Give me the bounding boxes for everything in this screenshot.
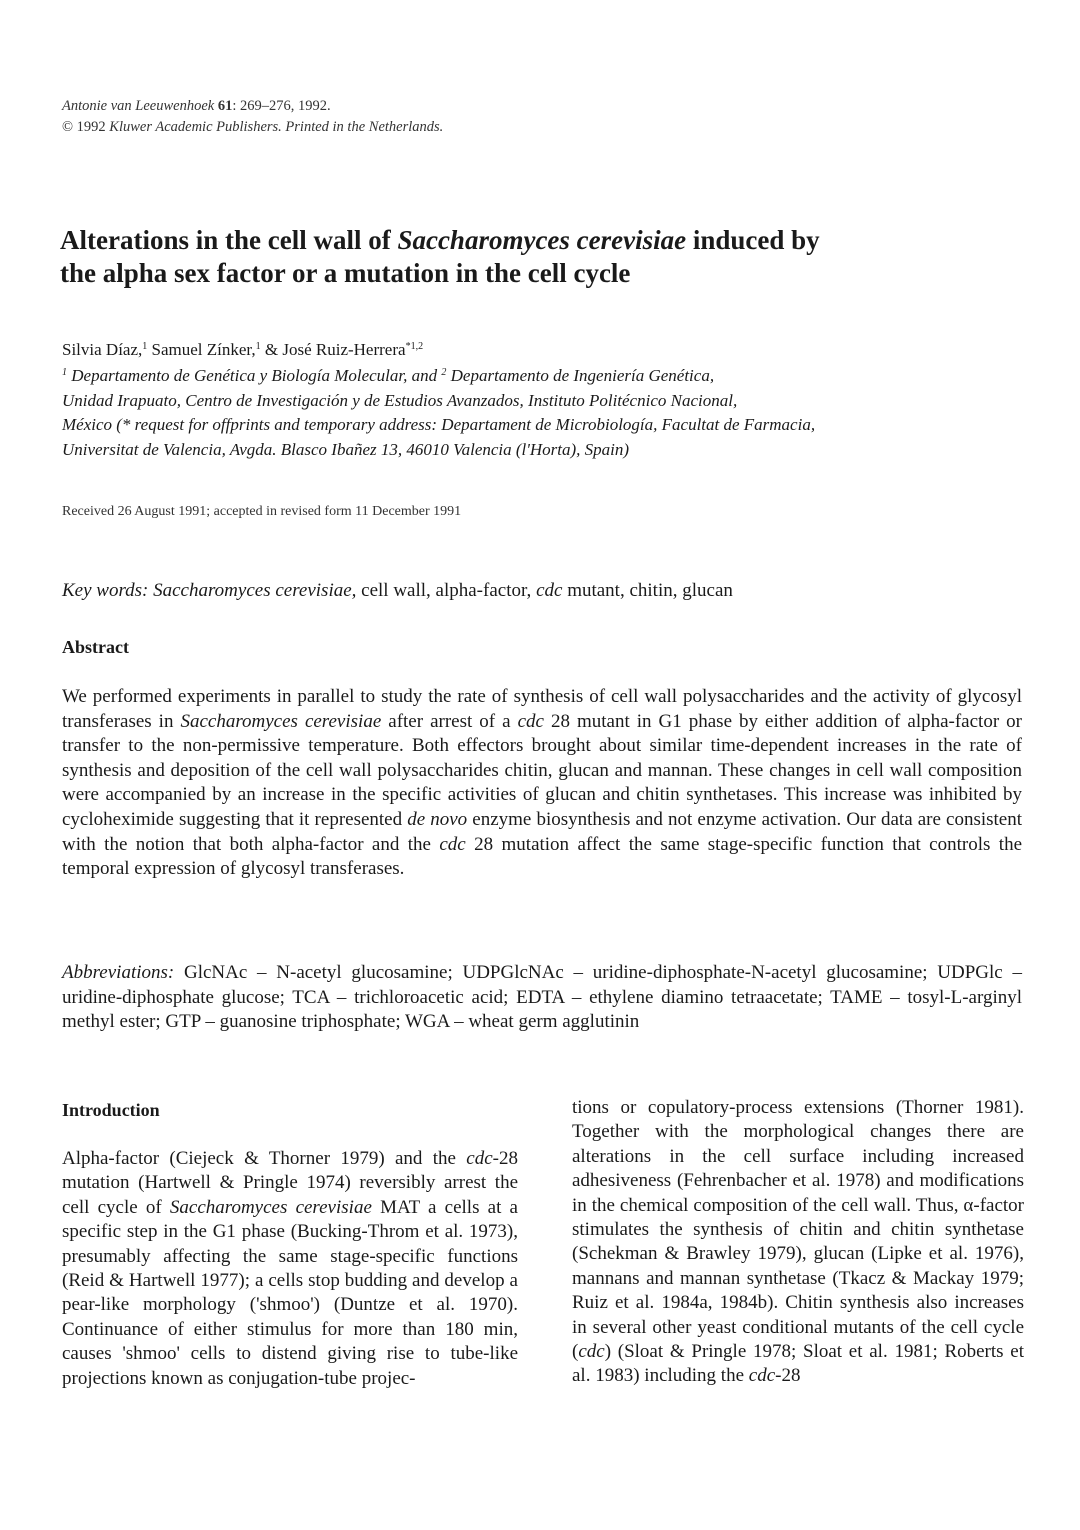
journal-line-2 [62, 117, 443, 138]
journal-volume: 61 [217, 98, 233, 114]
journal-name: Antonie van Leeuwenhoek [62, 98, 215, 114]
abstract-text: We performed experiments in parallel to study the rate of synthesis of cell wall polysaccharides and the activity of glycosyl transferases in Saccharomyces cerevisiae after arrest of a cdc 28 mutant in G1 phase by either addition of alpha-factor or transfer to the non-permissive temperature. Both effectors brought about similar time-dependent increases in the rate of synthesis and deposition of the cell wall polysaccharides chitin, glucan and mannan. These changes in cell wall composition were accompanied by an increase in the specific activities of glucan and chitin synthetases. This increase was inhibited by cycloheximide suggesting that it represented de novo enzyme biosynthesis and not enzyme activation. Our data are consistent with the notion that both alpha-factor and the cdc 28 mutation affect the same stage-specific function that controls the temporal expression of glycosyl transferases. [62, 686, 1022, 880]
affiliation-line-4: Universitat de Valencia, Avgda. Blasco Ibañez 13, 46010 Valencia (l'Horta), Spain) [62, 439, 630, 459]
author-diaz: Silvia Díaz, [62, 340, 143, 359]
copyright-year: 1992 [73, 119, 110, 135]
copyright-symbol: © [62, 119, 74, 135]
paper-title [60, 224, 1020, 290]
introduction-right-column: tions or copulatory-process extensions (Thorner 1981). Together with the morphological changes there are alterations in the cell surface including increased adhesiveness (Fehrenbacher et al. 1978) and modifications in the chemical composition of the cell wall. Thus, α-factor stimulates the synthesis of chitin and chitin synthetase (Schekman & Brawley 1979), glucan (Lipke et al. 1976), mannans and mannan synthetase (Tkacz & Mackay 1979; Ruiz et al. 1984a, 1984b). Chitin synthesis also increases in several other yeast conditional mutants of the cell cycle (cdc) (Sloat & Pringle 1978; Sloat et al. 1981; Roberts et al. 1983) including the cdc-28 [572, 1097, 1024, 1387]
journal-line-1 [62, 96, 443, 117]
publisher: Kluwer Academic Publishers. Printed in the Netherlands. [109, 119, 444, 135]
affiliations [62, 364, 1042, 462]
affiliation-line-1: $^1$ Departamento de Genética y Biología Molecular, and $^2$ Departamento de Ingeniería Genética, [62, 366, 715, 385]
author-list: Silvia Díaz,$^1$ Samuel Zínker,$^1$ & José Ruiz-Herrera$^{*1,2}$ [62, 340, 424, 359]
abbreviations: Abbreviations: GlcNAc – N-acetyl glucosamine; UDPGlcNAc – uridine-diphosphate-N-acetyl glucosamine; UDPGlc – uridine-diphosphate glucose; TCA – trichloroacetic acid; EDTA – ethylene diamino tetraacetate; TAME – tosyl-L-arginyl methyl ester; GTP – guanosine triphosphate; WGA – wheat germ agglutinin [62, 962, 1022, 1033]
title-species: Saccharomyces cerevisiae [397, 225, 687, 255]
journal-pages: : 269–276, 1992. [232, 98, 331, 114]
title-line-1: Alterations in the cell wall of Saccharomyces cerevisiae induced by [60, 225, 820, 255]
abbreviations-label: Abbreviations: [62, 962, 175, 983]
author-ruiz-herrera: & José Ruiz-Herrera [260, 340, 406, 359]
introduction-left-column: Alpha-factor (Ciejeck & Thorner 1979) and the cdc-28 mutation (Hartwell & Pringle 1974) reversibly arrest the cell cycle of Saccharomyces cerevisiae MAT a cells at a specific step in the G1 phase (Bucking-Throm et al. 1973), presumably affecting the same stage-specific functions (Reid & Hartwell 1977); a cells stop budding and develop a pear-like morphology ('shmoo') (Duntze et al. 1970). Continuance of either stimulus for more than 180 min, causes 'shmoo' cells to distend giving rise to tube-like projections known as conjugation-tube projec- [62, 1148, 518, 1389]
received-dates: Received 26 August 1991; accepted in revised form 11 December 1991 [62, 504, 462, 519]
title-line-2: the alpha sex factor or a mutation in the cell cycle [60, 258, 631, 288]
affiliation-line-3: México (* request for offprints and temporary address: Departament de Microbiología, Facultat de Farmacia, [62, 415, 816, 434]
affiliation-line-2: Unidad Irapuato, Centro de Investigación y de Estudios Avanzados, Instituto Politécnico Nacional, [62, 390, 738, 410]
author-zinker: Samuel Zínker, [147, 340, 256, 359]
journal-citation [62, 96, 443, 138]
introduction-heading: Introduction [62, 1100, 160, 1120]
abstract-heading: Abstract [62, 637, 129, 657]
keywords-label: Key words: [62, 580, 149, 601]
keywords: Key words: Saccharomyces cerevisiae, cell wall, alpha-factor, cdc mutant, chitin, glucan [62, 580, 733, 601]
